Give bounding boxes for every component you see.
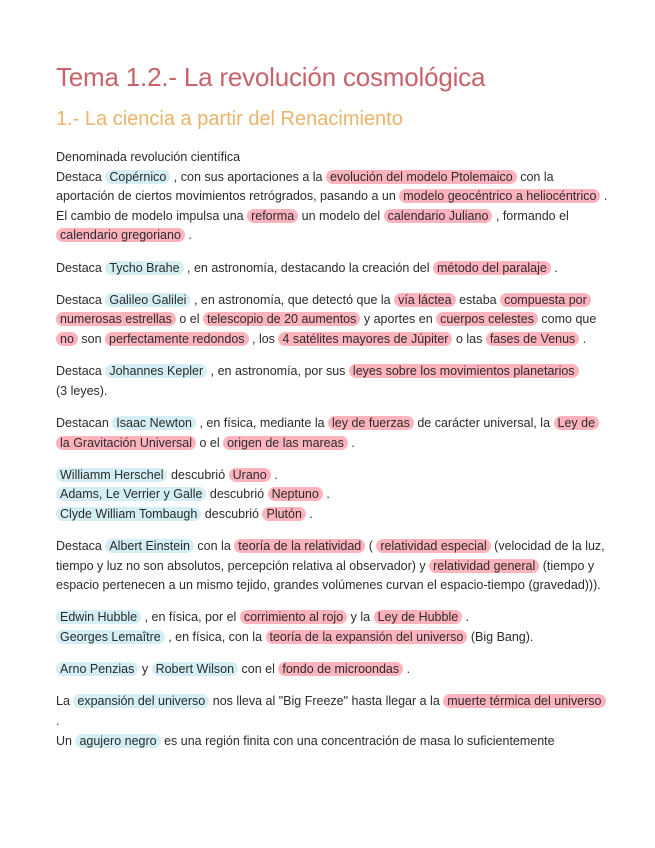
highlight-person: Robert Wilson (152, 662, 239, 676)
page-title: Tema 1.2.- La revolución cosmológica (56, 62, 486, 92)
paragraph-penzias-wilson (56, 660, 608, 680)
body-text: o el (175, 312, 203, 327)
body-text: (Big Bang). (467, 630, 534, 645)
highlight-term: 4 satélites mayores de Júpiter (278, 332, 452, 346)
body-text: . (579, 331, 587, 346)
highlight-term: relatividad general (429, 559, 539, 573)
body-text: . (403, 662, 411, 677)
body-text: , formando el (492, 208, 569, 223)
body-text: Destaca (56, 260, 106, 275)
highlight-person: Johannes Kepler (105, 364, 207, 378)
paragraph-kepler (56, 362, 608, 401)
highlight-term: corrimiento al rojo (240, 610, 347, 624)
highlight-term: evolución del modelo Ptolemaico (326, 170, 517, 184)
body-text: con la (193, 539, 235, 554)
body-text: , con sus aportaciones a la (170, 169, 326, 184)
highlight-term: teoría de la expansión del universo (266, 630, 468, 644)
body-text: descubrió (167, 467, 229, 482)
body-text: , los (248, 331, 279, 346)
highlight-term: calendario Juliano (384, 209, 493, 223)
highlight-term: telescopio de 20 aumentos (203, 312, 360, 326)
body-text: , en física, con la (164, 630, 266, 645)
highlight-term: Plutón (262, 507, 305, 521)
highlight-person: Edwin Hubble (56, 610, 141, 624)
body-text: un modelo del (298, 208, 384, 223)
body-text: o el (196, 435, 224, 450)
body-text: nos lleva al "Big Freeze" hasta llegar a la (209, 694, 444, 709)
highlight-concept: agujero negro (75, 734, 160, 748)
body-text: Destaca (56, 539, 106, 554)
highlight-term: cuerpos celestes (436, 312, 538, 326)
body-text: ( (365, 539, 377, 554)
paragraph-copernico (56, 148, 608, 246)
highlight-term: modelo geocéntrico a heliocéntrico (399, 189, 600, 203)
highlight-term: Urano (229, 468, 271, 482)
highlight-term: reforma (247, 209, 298, 223)
body-text: , en física, por el (141, 610, 240, 625)
body-text: con el (238, 662, 279, 677)
paragraph-universe (56, 692, 608, 751)
section-heading: 1.- La ciencia a partir del Renacimiento (56, 108, 403, 130)
body-text: (tiempo y espacio pertenecen a un mismo tejido, grandes volúmenes curvan el espacio-tiempo (gravedad))). (56, 558, 601, 593)
highlight-term: no (56, 332, 78, 346)
body-text: . (184, 228, 192, 243)
body-text: de carácter universal, la (413, 415, 554, 430)
highlight-person: Galileo Galilei (105, 293, 190, 307)
body-text: estaba (455, 292, 501, 307)
paragraph-planet-discoveries (56, 466, 608, 525)
paragraph-galileo (56, 291, 608, 350)
body-text: Un (56, 733, 76, 748)
body-text: . (305, 506, 313, 521)
body-text: , en física, mediante la (196, 415, 329, 430)
highlight-term: método del paralaje (433, 261, 551, 275)
document-body (56, 148, 608, 751)
highlight-term: Neptuno (268, 487, 323, 501)
body-text: o las (452, 331, 486, 346)
highlight-term: ley de fuerzas (328, 416, 414, 430)
body-text: son (77, 331, 106, 346)
body-text: . (550, 260, 558, 275)
body-text: . (462, 610, 470, 625)
highlight-person: Clyde William Tombaugh (56, 507, 201, 521)
highlight-person: Williamm Herschel (56, 468, 167, 482)
paragraph-hubble-lemaitre (56, 608, 608, 647)
body-text: y aportes en (360, 312, 437, 327)
body-text: Destaca (56, 292, 106, 307)
body-text: Destaca (56, 364, 106, 379)
body-text: y (138, 662, 152, 677)
highlight-person: Tycho Brahe (105, 261, 183, 275)
body-text: descubrió (201, 506, 263, 521)
highlight-term: Ley de Hubble (374, 610, 463, 624)
body-text: (velocidad de la luz, tiempo y luz no son absolutos, percepción relativa al observador) y (56, 539, 605, 573)
highlight-term: Ley de la Gravitación Universal (56, 416, 599, 450)
body-text: , en astronomía, destacando la creación del (183, 260, 433, 275)
highlight-term: fases de Venus (486, 332, 579, 346)
highlight-term: compuesta por numerosas estrellas (56, 293, 591, 327)
paragraph-tycho-brahe (56, 259, 608, 279)
body-text: con la aportación de ciertos movimientos retrógrados, pasando a un (56, 169, 554, 204)
body-text: . El cambio de modelo impulsa una (56, 189, 608, 223)
highlight-term: teoría de la relatividad (234, 539, 365, 553)
highlight-person: Georges Lemaître (56, 630, 165, 644)
highlight-term: leyes sobre los movimientos planetarios (349, 364, 579, 378)
body-text: Destaca (56, 169, 106, 184)
highlight-term: muerte térmica del universo (443, 694, 605, 708)
highlight-term: relatividad especial (376, 539, 490, 553)
body-text: y la (347, 610, 374, 625)
highlight-person: Isaac Newton (112, 416, 196, 430)
body-text: , en astronomía, que detectó que la (190, 292, 395, 307)
body-text: (3 leyes). (56, 383, 108, 398)
highlight-term: perfectamente redondos (105, 332, 249, 346)
highlight-term: fondo de microondas (278, 662, 403, 676)
body-text: La (56, 694, 74, 709)
body-text: . (322, 487, 330, 502)
highlight-person: Arno Penzias (56, 662, 138, 676)
highlight-person: Copérnico (105, 170, 170, 184)
body-text: . (56, 714, 60, 728)
body-text: . (347, 435, 355, 450)
body-text: , en astronomía, por sus (207, 364, 349, 379)
paragraph-einstein (56, 537, 608, 596)
highlight-term: calendario gregoriano (56, 228, 185, 242)
body-text: Destacan (56, 415, 113, 430)
intro-text: Denominada revolución científica (56, 150, 241, 164)
paragraph-newton (56, 414, 608, 453)
highlight-term: vía láctea (394, 293, 456, 307)
body-text: es una región finita con una concentración de masa lo suficientemente (160, 733, 555, 748)
highlight-person: Adams, Le Verrier y Galle (56, 487, 206, 501)
highlight-term: origen de las mareas (223, 436, 348, 450)
body-text: . (270, 467, 278, 482)
highlight-person: Albert Einstein (105, 539, 194, 553)
body-text: descubrió (206, 487, 268, 502)
body-text: como que (537, 312, 597, 327)
highlight-concept: expansión del universo (73, 694, 209, 708)
